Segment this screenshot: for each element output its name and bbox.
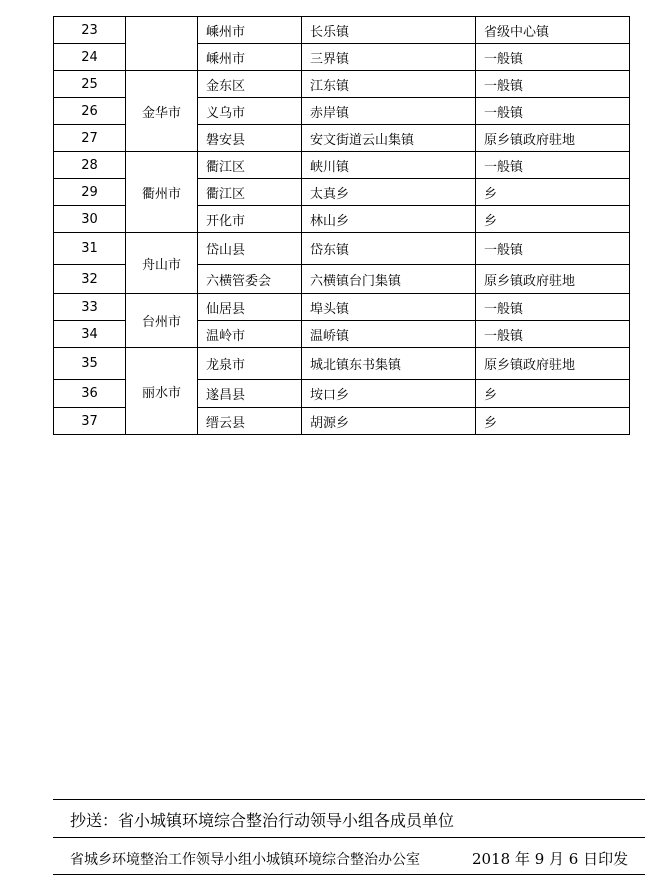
row-number: 32 [54, 265, 126, 294]
town-cell: 岱东镇 [302, 233, 476, 265]
row-number: 35 [54, 348, 126, 380]
county-cell: 磐安县 [198, 125, 302, 152]
row-number: 28 [54, 152, 126, 179]
county-cell: 龙泉市 [198, 348, 302, 380]
row-number: 23 [54, 17, 126, 44]
county-cell: 缙云县 [198, 408, 302, 435]
town-type-cell: 省级中心镇 [476, 17, 630, 44]
town-list-table [53, 16, 630, 435]
town-type-cell: 乡 [476, 179, 630, 206]
town-cell: 三界镇 [302, 44, 476, 71]
footer-top-rule [53, 799, 645, 800]
town-type-cell: 一般镇 [476, 98, 630, 125]
county-cell: 温岭市 [198, 321, 302, 348]
table-row [54, 348, 630, 380]
city-cell [126, 17, 198, 71]
town-cell: 江东镇 [302, 71, 476, 98]
city-cell: 舟山市 [126, 233, 198, 294]
county-cell: 衢江区 [198, 152, 302, 179]
row-number: 30 [54, 206, 126, 233]
row-number: 27 [54, 125, 126, 152]
county-cell: 岱山县 [198, 233, 302, 265]
town-type-cell: 乡 [476, 408, 630, 435]
city-cell: 衢州市 [126, 152, 198, 233]
town-type-cell: 一般镇 [476, 152, 630, 179]
row-number: 25 [54, 71, 126, 98]
county-cell: 嵊州市 [198, 44, 302, 71]
town-cell: 峡川镇 [302, 152, 476, 179]
footer-bottom-rule [53, 874, 645, 875]
county-cell: 金东区 [198, 71, 302, 98]
town-type-cell: 乡 [476, 206, 630, 233]
row-number: 36 [54, 380, 126, 408]
town-cell: 安文街道云山集镇 [302, 125, 476, 152]
town-cell: 胡源乡 [302, 408, 476, 435]
town-type-cell: 一般镇 [476, 44, 630, 71]
table-row [54, 17, 630, 44]
issue-date: 2018 年 9 月 6 日印发 [472, 850, 629, 868]
town-cell: 城北镇东书集镇 [302, 348, 476, 380]
table-row [54, 294, 630, 321]
county-cell: 衢江区 [198, 179, 302, 206]
row-number: 37 [54, 408, 126, 435]
county-cell: 开化市 [198, 206, 302, 233]
town-type-cell: 一般镇 [476, 71, 630, 98]
row-number: 31 [54, 233, 126, 265]
table-row [54, 71, 630, 98]
cc-recipients: 抄送：省小城镇环境综合整治行动领导小组各成员单位 [70, 811, 455, 830]
town-type-cell: 乡 [476, 380, 630, 408]
town-type-cell: 原乡镇政府驻地 [476, 265, 630, 294]
county-cell: 嵊州市 [198, 17, 302, 44]
row-number: 34 [54, 321, 126, 348]
county-cell: 义乌市 [198, 98, 302, 125]
town-type-cell: 一般镇 [476, 321, 630, 348]
row-number: 24 [54, 44, 126, 71]
county-cell: 六横管委会 [198, 265, 302, 294]
town-cell: 赤岸镇 [302, 98, 476, 125]
city-cell: 台州市 [126, 294, 198, 348]
county-cell: 遂昌县 [198, 380, 302, 408]
footer-middle-rule [53, 837, 645, 838]
row-number: 26 [54, 98, 126, 125]
town-cell: 埠头镇 [302, 294, 476, 321]
town-type-cell: 原乡镇政府驻地 [476, 125, 630, 152]
town-cell: 六横镇台门集镇 [302, 265, 476, 294]
county-cell: 仙居县 [198, 294, 302, 321]
row-number: 33 [54, 294, 126, 321]
city-cell: 金华市 [126, 71, 198, 152]
town-cell: 温峤镇 [302, 321, 476, 348]
town-type-cell: 一般镇 [476, 233, 630, 265]
town-type-cell: 原乡镇政府驻地 [476, 348, 630, 380]
issuing-office: 省城乡环境整治工作领导小组小城镇环境综合整治办公室 [70, 852, 420, 868]
table-row [54, 152, 630, 179]
city-cell: 丽水市 [126, 348, 198, 435]
row-number: 29 [54, 179, 126, 206]
town-type-cell: 一般镇 [476, 294, 630, 321]
town-cell: 太真乡 [302, 179, 476, 206]
town-cell: 垵口乡 [302, 380, 476, 408]
town-cell: 林山乡 [302, 206, 476, 233]
table-row [54, 233, 630, 265]
town-cell: 长乐镇 [302, 17, 476, 44]
